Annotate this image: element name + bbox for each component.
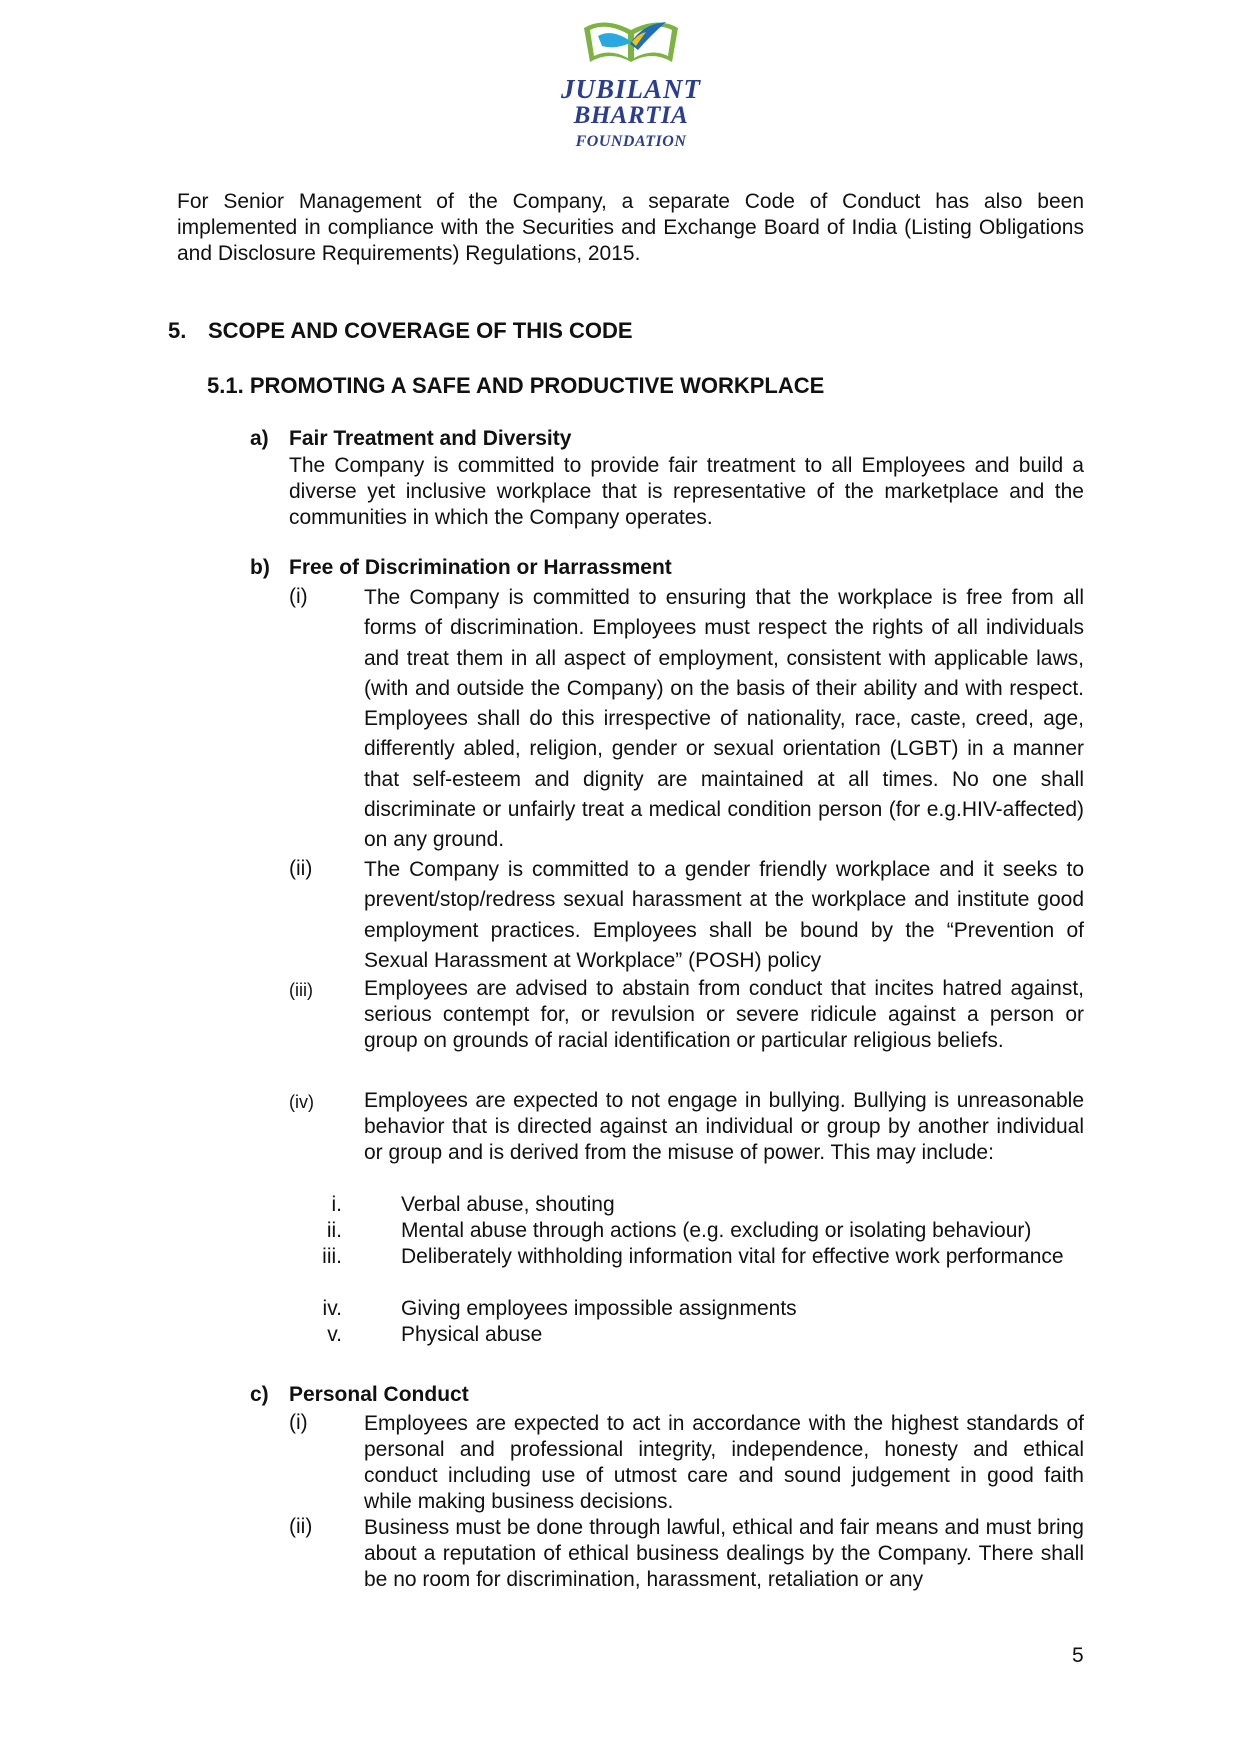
- item-b-title: Free of Discrimination or Harrassment: [289, 556, 672, 579]
- bullying-item-text: Giving employees impossible assignments: [401, 1297, 797, 1320]
- logo-text-foundation: FOUNDATION: [575, 133, 687, 150]
- bullying-list-item: [327, 1322, 1084, 1348]
- c-item-1-number: (i): [289, 1411, 308, 1434]
- bullying-item-number: ii.: [326, 1219, 342, 1242]
- b-item-1-number: (i): [289, 585, 308, 608]
- logo-text-jubilant: JUBILANT: [560, 74, 701, 104]
- item-b-label: b): [250, 556, 270, 579]
- bullying-item-text: Verbal abuse, shouting: [401, 1193, 615, 1216]
- bird-book-icon: [546, 6, 716, 74]
- bullying-item-text: Mental abuse through actions (e.g. excluding or isolating behaviour): [401, 1219, 1032, 1242]
- subsection-heading: [207, 373, 824, 399]
- item-a-title: Fair Treatment and Diversity: [289, 427, 572, 450]
- bullying-item-number: v.: [327, 1323, 342, 1346]
- b-item-3-number: (iii): [289, 980, 313, 1000]
- bullying-item-number: iii.: [322, 1245, 342, 1268]
- subsection-number: 5.1.: [207, 373, 244, 398]
- logo-text-bhartia: BHARTIA: [573, 102, 689, 129]
- item-c-label: c): [250, 1383, 269, 1406]
- b-item-4-number: (iv): [289, 1092, 314, 1112]
- b-item-2-text: The Company is committed to a gender friendly workplace and it seeks to prevent/stop/redress sexual harassment at the workplace and institute good employment practices. Employees shall be bound by the “Prevention of Sexual Harassment at Workplace” (POSH) policy: [364, 858, 1084, 972]
- b-item-2-number: (ii): [289, 857, 313, 880]
- intro-paragraph: For Senior Management of the Company, a separate Code of Conduct has also been implemented in compliance with the Securities and Exchange Board of India (Listing Obligations and Disclosure Requirements) Regulations, 2015.: [177, 190, 1084, 265]
- bullying-list-item: [322, 1296, 1084, 1322]
- foundation-logo: [546, 6, 716, 164]
- item-a-label: a): [250, 427, 269, 450]
- bullying-item-number: i.: [331, 1193, 342, 1216]
- section-number: 5.: [168, 318, 187, 343]
- bullying-item-text: Physical abuse: [401, 1323, 543, 1346]
- bullying-list-item: [322, 1244, 1084, 1270]
- page-number: 5: [1072, 1644, 1084, 1667]
- c-item-2-number: (ii): [289, 1515, 313, 1538]
- section-title: SCOPE AND COVERAGE OF THIS CODE: [208, 318, 633, 343]
- bullying-list-item: [326, 1218, 1084, 1244]
- subsection-title: PROMOTING A SAFE AND PRODUCTIVE WORKPLACE: [249, 373, 825, 398]
- c-item-1-text: Employees are expected to act in accordance with the highest standards of personal and professional integrity, independence, honesty and ethical conduct including use of utmost care and sound judgement in good faith while making business decisions.: [364, 1412, 1084, 1513]
- c-item-2-text: Business must be done through lawful, ethical and fair means and must bring about a reputation of ethical business dealings by the Company. There shall be no room for discrimination, harassment, retaliation or any: [364, 1516, 1084, 1591]
- bullying-list-item: [331, 1192, 1084, 1218]
- section-heading: [168, 318, 633, 344]
- b-item-1-text: The Company is committed to ensuring that the workplace is free from all forms of discrimination. Employees must respect the rights of all individuals and treat them in all aspect of employment, consistent with applicable laws, (with and outside the Company) on the basis of their ability and with respect. Employees shall do this irrespective of nationality, race, caste, creed, age, differently abled, religion, gender or sexual orientation (LGBT) in a manner that self-esteem and dignity are maintained at all times. No one shall discriminate or unfairly treat a medical condition person (for e.g.HIV-affected) on any ground.: [364, 586, 1084, 852]
- b-item-4-text: Employees are expected to not engage in bullying. Bullying is unreasonable behavior that is directed against an individual or group by another individual or group and is derived from the misuse of power. This may include:: [364, 1089, 1084, 1164]
- b-item-3-text: Employees are advised to abstain from conduct that incites hatred against, serious contempt for, or revulsion or severe ridicule against a person or group on grounds of racial identification or particular religious beliefs.: [364, 977, 1084, 1052]
- item-c-title: Personal Conduct: [289, 1383, 469, 1406]
- item-a-body: The Company is committed to provide fair treatment to all Employees and build a diverse yet inclusive workplace that is representative of the marketplace and the communities in which the Company operates.: [289, 454, 1084, 529]
- bullying-item-number: iv.: [322, 1297, 342, 1320]
- bullying-item-text: Deliberately withholding information vital for effective work performance: [401, 1245, 1064, 1268]
